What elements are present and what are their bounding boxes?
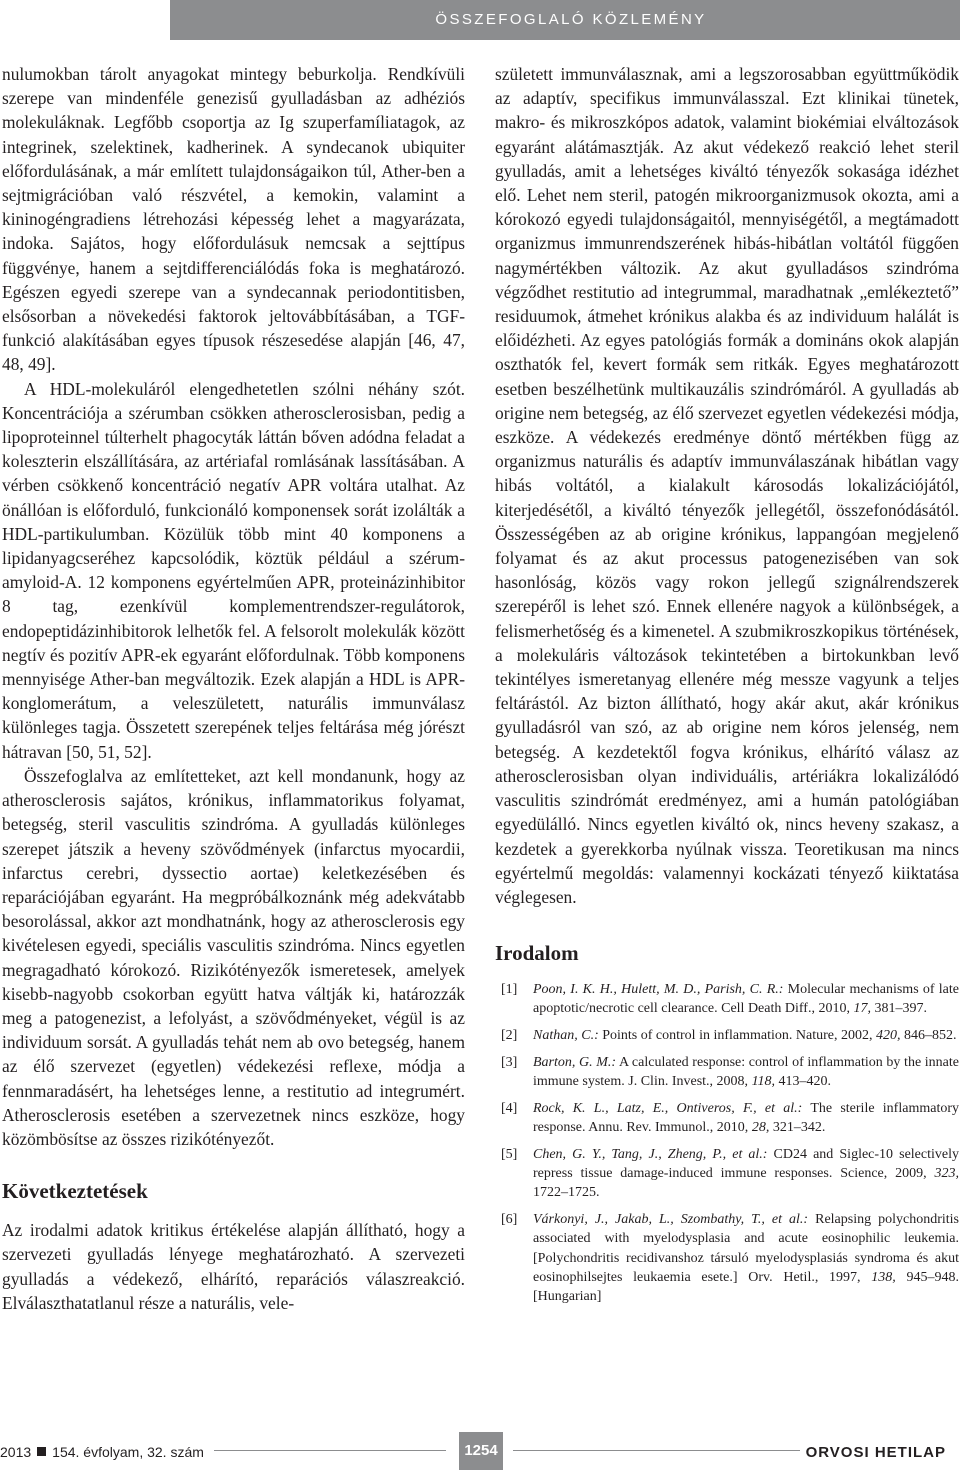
conclusion-paragraph: Az irodalmi adatok kritikus értékelése alapján állítható, hogy a szervezeti gyulladás lényege meghatározható. A szervezeti gyulladás a védekező, elhárító, reparációs válaszreakció. Elválaszthatatlanul része a naturális, vele- <box>2 1220 465 1313</box>
right-column <box>495 62 959 1314</box>
reference-authors: Poon, I. K. H., Hulett, M. D., Parish, C. R.: <box>533 982 784 998</box>
reference-number: [2] <box>501 1028 518 1044</box>
reference-pages: 846–852. <box>900 1028 957 1044</box>
footer-issue: 154. évfolyam, 32. szám <box>52 1444 204 1460</box>
page-number: 1254 <box>459 1432 503 1470</box>
reference-authors: Chen, G. Y., Tang, J., Zheng, P., et al.: <box>533 1146 768 1162</box>
body-paragraph: Összefoglalva az említetteket, azt kell mondanunk, hogy az atherosclerosis sajátos, krónikus, inflammatorikus folyamat, betegség, steril vasculitis szindróma. A gyulladás különleges szerepet játszik a heveny szövődmények (infarctus myocardii, infarctus cerebri, dyssectio aortae) keletkezésében és reparációjában egyaránt. Ha megpróbálkoznánk még adekvátabb besorolással, akkor azt mondhatnánk, hogy az atherosclerosis egy kivételesen egyedi, speciális vasculitis szindróma. Nincs egyetlen megragadható kórokozó. Rizikótényezők ismeretesek, amelyek kisebb-nagyobb csokorban együtt hatva váltják ki, határozzák meg a patogenezist, a lefolyást, a szövődményeket, végül is az individuum sorsát. A gyulladás tehát nem ab ovo betegség, hanem az élő szervezet (egyetlen) védekezési reflexe, módja a fennmaradásért, ha lehetséges lenne, a restitutio ad integrumért. Atherosclerosis esetében a szervezetnek nincs eszköze, hogy közömbösítse az összes rizikótényezőt. <box>2 765 465 1149</box>
footer-rule-right <box>513 1450 800 1451</box>
reference-item <box>495 1210 959 1306</box>
reference-text: CD24 and Siglec-10 selectively repress tissue damage-induced immune responses. Science, 2009, <box>533 1146 959 1182</box>
references-heading: Irodalom <box>495 941 579 966</box>
body-paragraph: született immunválasznak, ami a legszorosabban együttműködik az adaptív, specifikus immunválasszal. Ezt klinikai tünetek, makro- és mikroszkópos adatok, valamint biokémiai elváltozások egyaránt alátámasztják. Az akut védekező reakció lehet steril gyulladás, amit a lehetséges kiváltó tényezők sokasága idézhet elő. Lehet nem steril, patogén mikroorganizmusok okozta, ami a kórokozó egyedi tulajdonságaitól, mennyiségétől, a megtámadott organizmus immunrendszerének hibás-hibátlan voltától függően nagymértékben változik. Az akut gyulladásos szindróma végződhet restitutio ad integrummal, maradhatnak „emlékeztető” residuumok, átmehet krónikus alakba és az individuum halálát is előidézheti. Az egyes patológiás formák a domináns okok alapján oszthatók fel, kevert formák sem ritkák. Egyes meghatározott esetben beszélhetünk multikauzális szindrómáról. A gyulladás ab origine nem betegség, az élő szervezet egyetlen védekezési módja, eszköze. A védekezés eredménye döntő mértékben függ az organizmus naturális és adaptív immunválaszának hibátlan vagy hibás voltától, a kialakult károsodás lokalizációjától, kiterjedésétől, a kiváltó tényezők jellegétől, összefonódásától. Összességében az ab origine krónikus, lappangóan megjelenő folyamat és az akut processus patogenezisében van sok hasonlóság, közös vagy rokon jellegű szignálrendszerek szerepéről is lehet szó. Ennek ellenére nagyok a különbségek, a felismerhetőség és a kimenetel. A szubmikroszkopikus történések, a molekuláris változások tekintetében a birtokunkban levő tekintélyes ismeretanyag ellenére még messze vagyunk a teljes feltárástól. Az bizton állítható, hogy akár akut, akár krónikus gyulladásról van szó, az ab origine nem kóros jelenség, nem betegség. A kezdetektől fogva krónikus, elhárító válasz az atherosclerosisban olyan individuális, artériákra lokalizálódó vasculitis szindrómát eredményez, ami a humán patológiában egyedülálló. Nincs egyetlen kiváltó ok, nincs heveny szakasz, a kezdetek a gyerekkorba nyúlnak vissza. Teoretikusan ma nincs egyértelmű megoldás: valamennyi kockázati tényező kiiktatása véglegesen. <box>495 64 959 907</box>
reference-number: [3] <box>501 1054 518 1070</box>
reference-volume: 28, <box>751 1120 770 1136</box>
section-title: ÖSSZEFOGLALÓ KÖZLEMÉNY <box>435 11 707 28</box>
reference-item <box>495 980 959 1019</box>
reference-pages: 945–948. [Hungarian] <box>533 1269 959 1305</box>
reference-list <box>495 980 959 1306</box>
reference-text: The sterile inflammatory response. Annu. Rev. Immunol., 2010, <box>533 1100 959 1136</box>
reference-volume: 323, <box>934 1166 959 1182</box>
footer-year: 2013 <box>0 1444 32 1460</box>
reference-number: [6] <box>501 1212 518 1228</box>
reference-pages: 381–397. <box>870 1001 927 1017</box>
reference-text: A calculated response: control of inflammation by the innate immune system. J. Clin. Invest., 2008, <box>533 1054 959 1090</box>
reference-number: [5] <box>501 1146 518 1162</box>
section-header <box>0 0 960 40</box>
reference-volume: 118, <box>751 1074 776 1090</box>
reference-pages: 413–420. <box>775 1074 832 1090</box>
reference-item <box>495 1145 959 1203</box>
left-column <box>2 62 465 1315</box>
journal-name: ORVOSI HETILAP <box>805 1444 946 1461</box>
reference-volume: 138, <box>871 1269 896 1285</box>
reference-pages: 321–342. <box>769 1120 826 1136</box>
reference-number: [4] <box>501 1100 518 1116</box>
page-footer <box>0 1432 960 1470</box>
reference-text: Molecular mechanisms of late apoptotic/necrotic cell clearance. Cell Death Diff., 2010, <box>533 982 959 1017</box>
body-paragraph: A HDL-molekuláról elengedhetetlen szólni néhány szót. Koncentrációja a szérumban csökken atherosclerosisban, pedig a lipoproteinnel túlterhelt phagocyták láttán bőven adódna feladat a koleszterin elszállítására, az artériafal romlásának lassításában. A vérben csökkenő koncentráció negatív APR voltára utalhat. Az önállóan is előforduló, funkcionáló komponensek sorát izolálták a HDL-partikulumban. Közülük több mint 40 komponens a lipidanyagcseréhez kapcsolódik, köztük például a szérum-amyloid-A. 12 komponens egyértelműen APR, proteinázinhibitor 8 tag, ezenkívül komplementrendszer-regulátorok, endopeptidázinhibitorok lelhetők fel. A felsorolt molekulák között negtív és pozitív APR-ek egyaránt előfordulnak. Több komponens mennyisége Ather-ban megváltozik. Ezek alapján a HDL is APR-konglomerátum, a veleszületett, naturális immunválasz különleges tagja. Összetett szerepének teljes feltárása még jórészt hátravan [50, 51, 52]. <box>2 378 465 762</box>
reference-authors: Nathan, C.: <box>533 1028 599 1044</box>
reference-item <box>495 1026 959 1045</box>
reference-item <box>495 1053 959 1092</box>
reference-authors: Várkonyi, J., Jakab, L., Szombathy, T., et al.: <box>533 1212 809 1228</box>
reference-text: Relapsing polychondritis associated with myelodysplasia and acute eosinophilic leukemia. [Polychondritis recidivanshoz társuló myelodysplasiás syndroma és akut eosinophilsejtes leukaemia esete.] Orv. Hetil., 1997, <box>533 1212 959 1285</box>
reference-pages: 1722–1725. <box>533 1185 600 1201</box>
conclusions-heading: Következtetések <box>2 1179 148 1204</box>
reference-item <box>495 1099 959 1138</box>
reference-number: [1] <box>501 982 518 998</box>
reference-authors: Rock, K. L., Latz, E., Ontiveros, F., et al.: <box>533 1100 803 1116</box>
reference-text: Points of control in inflammation. Nature, 2002, <box>598 1028 876 1044</box>
body-paragraph: nulumokban tárolt anyagokat mintegy beburkolja. Rendkívüli szerepe van mindenféle genezisű gyulladásban az adhéziós molekuláknak. Legfőbb csoportja az Ig szuperfamíliatagok, az integrinek, szelektinek, kadherinek. A syndecanok ubiquiter előfordulásának, a már említett tulajdonságaikon túl, Ather-ben a sejtmigrációban való részvétel, a kemokin, valamint a kininogéngradiens létrehozási képesség lehet a magyarázata, indoka. Sajátos, hogy előfordulásuk nemcsak a sejttípus függvénye, hanem a sejtdifferenciálódás foka is meghatározó. Egészen egyedi szerepe van a syndecannak periodontitisben, elsősorban a növekedési faktorok jeltovábbításában, a TGF-funkció alakításában egyes típusok részesedése alapján [46, 47, 48, 49]. <box>2 64 465 375</box>
square-separator-icon <box>37 1447 46 1456</box>
reference-volume: 420, <box>875 1028 901 1044</box>
footer-rule-left <box>214 1450 446 1451</box>
reference-authors: Barton, G. M.: <box>533 1054 617 1070</box>
issue-info <box>0 1444 204 1460</box>
reference-volume: 17, <box>853 1001 871 1017</box>
